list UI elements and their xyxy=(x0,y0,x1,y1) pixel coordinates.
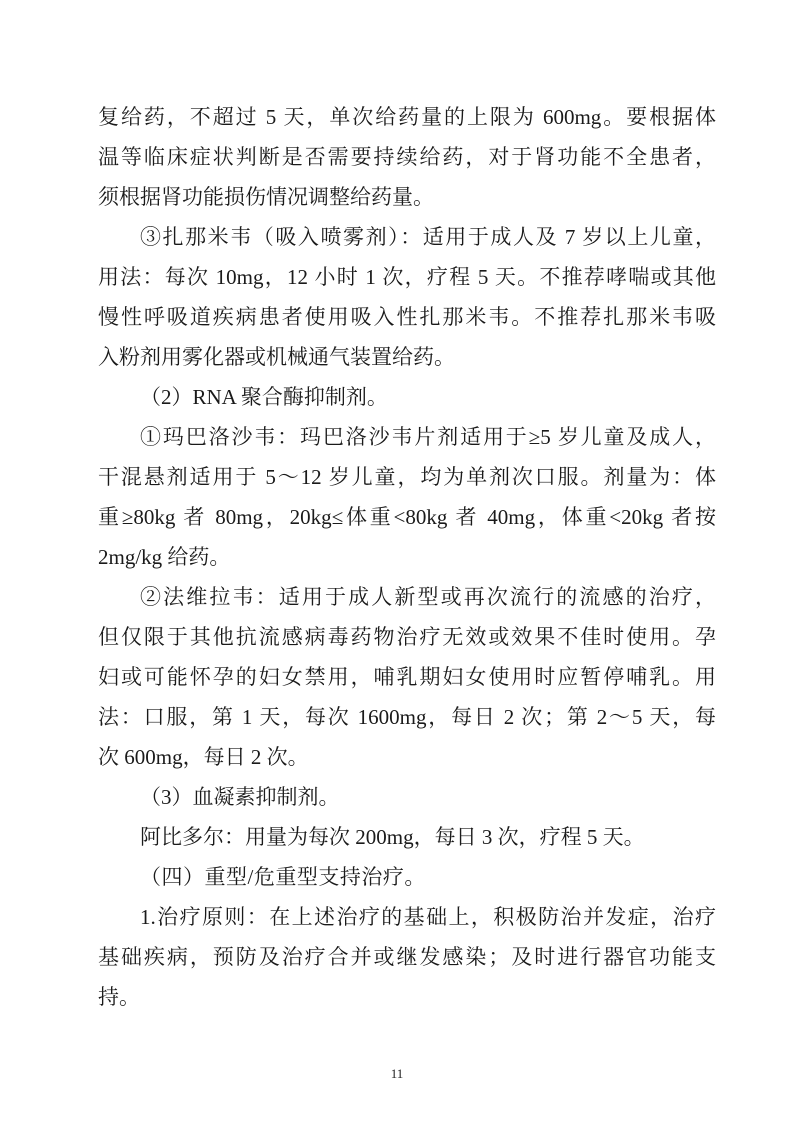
text-line: 妇或可能怀孕的妇女禁用，哺乳期妇女使用时应暂停哺乳。用 xyxy=(98,665,716,689)
paragraph xyxy=(98,777,716,817)
paragraph xyxy=(98,417,716,577)
text-line: （2）RNA 聚合酶抑制剂。 xyxy=(140,385,388,409)
text-line: （四）重型/危重型支持治疗。 xyxy=(140,865,426,889)
text-line: 法：口服，第 1 天，每次 1600mg，每日 2 次；第 2～5 天，每 xyxy=(98,705,716,729)
paragraph xyxy=(98,97,716,217)
text-line: 复给药，不超过 5 天，单次给药量的上限为 600mg。要根据体 xyxy=(98,105,716,129)
text-line: 2mg/kg 给药。 xyxy=(98,545,231,569)
paragraph xyxy=(98,817,716,857)
text-line: 入粉剂用雾化器或机械通气装置给药。 xyxy=(98,345,455,369)
text-line: 基础疾病，预防及治疗合并或继发感染；及时进行器官功能支 xyxy=(98,945,716,969)
paragraph xyxy=(98,897,716,1017)
text-line: （3）血凝素抑制剂。 xyxy=(140,785,340,809)
text-line: 须根据肾功能损伤情况调整给药量。 xyxy=(98,185,434,209)
text-line: ①玛巴洛沙韦：玛巴洛沙韦片剂适用于≥5 岁儿童及成人， xyxy=(140,425,716,449)
paragraph xyxy=(98,577,716,777)
paragraph xyxy=(98,377,716,417)
paragraph xyxy=(98,217,716,377)
text-line: ③扎那米韦（吸入喷雾剂）：适用于成人及 7 岁以上儿童， xyxy=(140,225,716,249)
document-body xyxy=(98,97,716,1017)
text-line: 次 600mg，每日 2 次。 xyxy=(98,745,309,769)
text-line: 重≥80kg 者 80mg，20kg≤体重<80kg 者 40mg，体重<20kg 者按 xyxy=(98,505,716,529)
text-line: 慢性呼吸道疾病患者使用吸入性扎那米韦。不推荐扎那米韦吸 xyxy=(98,305,716,329)
paragraph xyxy=(98,857,716,897)
text-line: 温等临床症状判断是否需要持续给药，对于肾功能不全患者， xyxy=(98,145,716,169)
text-line: 用法：每次 10mg，12 小时 1 次，疗程 5 天。不推荐哮喘或其他 xyxy=(98,265,716,289)
text-line: 1.治疗原则：在上述治疗的基础上，积极防治并发症，治疗 xyxy=(140,905,716,929)
text-line: ②法维拉韦：适用于成人新型或再次流行的流感的治疗， xyxy=(140,585,716,609)
text-line: 阿比多尔：用量为每次 200mg，每日 3 次，疗程 5 天。 xyxy=(140,825,645,849)
text-line: 但仅限于其他抗流感病毒药物治疗无效或效果不佳时使用。孕 xyxy=(98,625,716,649)
page-number: 11 xyxy=(390,1066,404,1081)
text-line: 持。 xyxy=(98,985,140,1009)
text-line: 干混悬剂适用于 5～12 岁儿童，均为单剂次口服。剂量为：体 xyxy=(98,465,716,489)
